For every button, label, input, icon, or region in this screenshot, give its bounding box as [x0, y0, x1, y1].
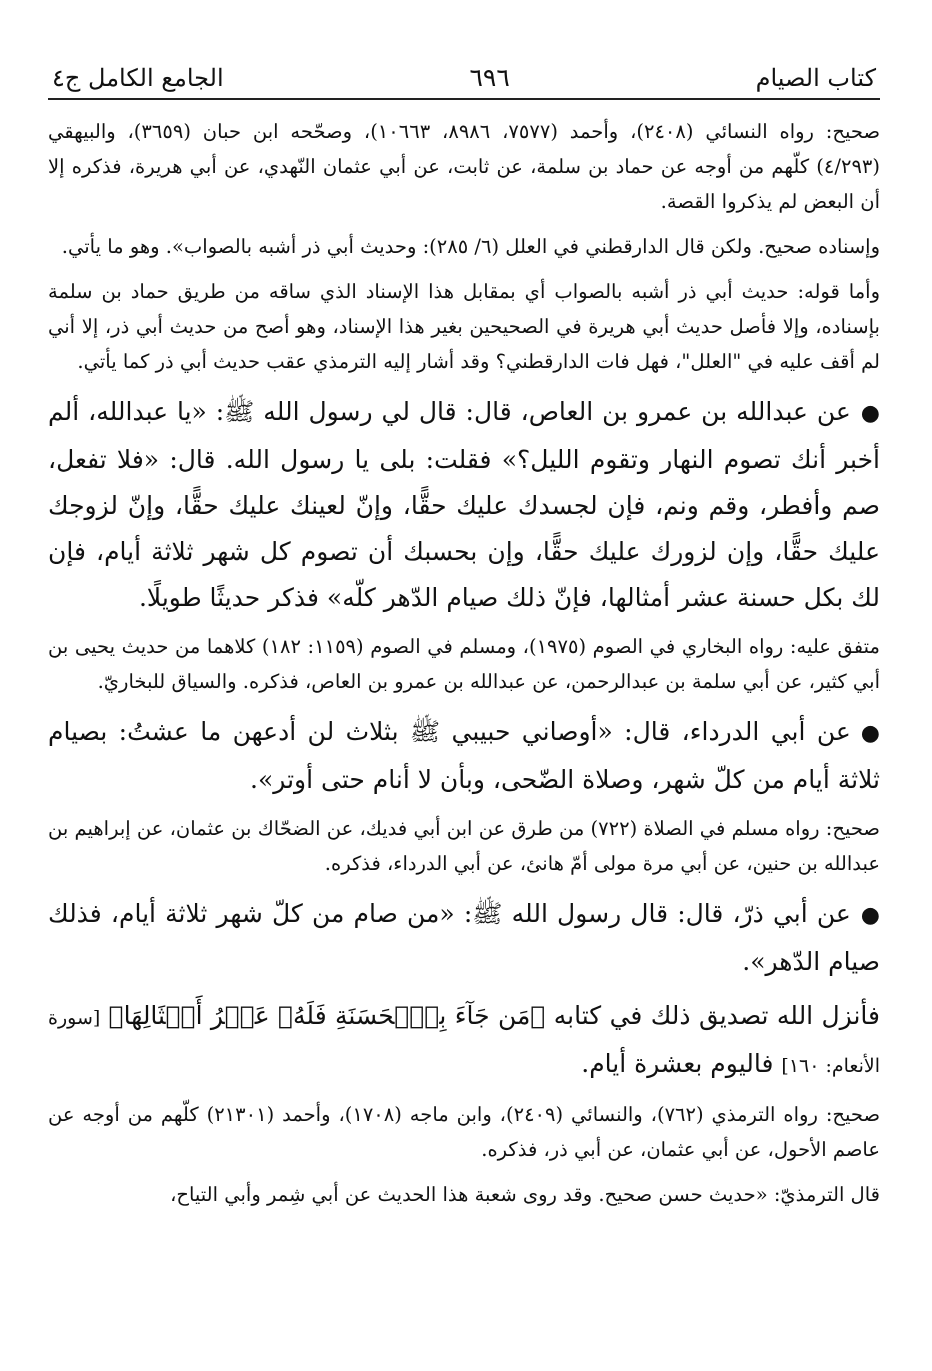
quran-citation-paragraph — [48, 993, 880, 1089]
bullet-icon: ● — [860, 721, 880, 746]
page-content — [48, 100, 880, 1212]
hadith-paragraph — [48, 389, 880, 621]
commentary-paragraph: متفق عليه: رواه البخاري في الصوم (١٩٧٥)، ومسلم في الصوم (١١٥٩: ١٨٢) كلاهما من حديث يحيى بن أبي كثير، عن أبي سلمة بن عبدالرحمن، عن عبدالله بن عمرو بن العاص، فذكره. والسياق للبخاريّ. — [48, 635, 880, 693]
hadith-text: عن أبي الدرداء، قال: «أوصاني حبيبي ﷺ بثلاث لن أدعهن ما عشتُ: بصيام ثلاثة أيام من كلّ شهر، وصلاة الضّحى، وبأن لا أنام حتى أوتر». — [48, 717, 880, 794]
commentary-paragraph: صحيح: رواه النسائي (٢٤٠٨)، وأحمد (٧٥٧٧، ٨٩٨٦، ١٠٦٦٣)، وصحّحه ابن حبان (٣٦٥٩)، والبيهقي (٤/٢٩٣) كلّهم من أوجه عن حماد بن سلمة، عن ثابت، عن أبي عثمان النّهدي، عن أبي هريرة، فذكره إلا أن البعض لم يذكروا القصة. — [48, 120, 880, 213]
verse-reference: [سورة الأنعام: ١٦٠] — [48, 1007, 880, 1077]
commentary-paragraph: قال الترمذيّ: «حديث حسن صحيح. وقد روى شعبة هذا الحديث عن أبي شِمر وأبي التياح، — [170, 1183, 880, 1206]
bullet-icon: ● — [860, 401, 880, 426]
running-header — [48, 52, 880, 100]
hadith-paragraph — [48, 709, 880, 803]
quran-verse-text: فأنزل الله تصديق ذلك في كتابه ﴿مَن جَآءَ بِٱلۡحَسَنَةِ فَلَهُۥ عَشۡرُ أَمۡثَالِهَا﴾ — [108, 1001, 880, 1030]
quran-tail-text: فاليوم بعشرة أيام. — [581, 1049, 774, 1078]
page-number: ٦٩٦ — [469, 63, 510, 92]
commentary-paragraph: صحيح: رواه الترمذي (٧٦٢)، والنسائي (٢٤٠٩)، وابن ماجه (١٧٠٨)، وأحمد (٢١٣٠١) كلّهم من أوجه عن عاصم الأحول، عن أبي عثمان، عن أبي ذر، فذكره. — [48, 1103, 881, 1161]
commentary-paragraph: وأما قوله: حديث أبي ذر أشبه بالصواب أي بمقابل هذا الإسناد الذي ساقه من طريق حماد بن سلمة بإسناده، وإلا فأصل حديث أبي هريرة في الصحيحين بغير هذا الإسناد، وهو أصح من حديث أبي ذر، إلا أني لم أقف عليه في "العلل"، فهل فات الدارقطني؟ وقد أشار إليه الترمذي عقب حديث أبي ذر كما يأتي. — [48, 280, 880, 373]
hadith-text: عن عبدالله بن عمرو بن العاص، قال: قال لي رسول الله ﷺ: «يا عبدالله، ألم أخبر أنك تصوم النهار وتقوم الليل؟» فقلت: بلى يا رسول الله. قال: «فلا تفعل، صم وأفطر، وقم ونم، فإن لجسدك عليك حقًّا، وإنّ لعينك عليك حقًّا، وإنّ لزوجك عليك حقًّا، وإن لزورك عليك حقًّا، وإن بحسبك أن تصوم كل شهر ثلاثة أيام، فإن لك بكل حسنة عشر أمثالها، فإنّ ذلك صيام الدّهر كلّه» فذكر حديثًا طويلًا. — [48, 397, 880, 612]
bullet-icon: ● — [860, 903, 880, 928]
hadith-paragraph — [48, 891, 880, 985]
book-volume-title: الجامع الكامل ج٤ — [52, 64, 224, 92]
book-section-title: كتاب الصيام — [755, 64, 876, 92]
commentary-paragraph: وإسناده صحيح. ولكن قال الدارقطني في العلل (٦/ ٢٨٥): وحديث أبي ذر أشبه بالصواب». وهو ما يأتي. — [61, 235, 880, 258]
commentary-paragraph: صحيح: رواه مسلم في الصلاة (٧٢٢) من طرق عن ابن أبي فديك، عن الضحّاك بن عثمان، عن إبراهيم بن عبدالله بن حنين، عن أبي مرة مولى أمّ هانئ، عن أبي الدرداء، فذكره. — [48, 817, 880, 875]
hadith-text: عن أبي ذرّ، قال: قال رسول الله ﷺ: «من صام من كلّ شهر ثلاثة أيام، فذلك صيام الدّهر». — [48, 899, 880, 976]
